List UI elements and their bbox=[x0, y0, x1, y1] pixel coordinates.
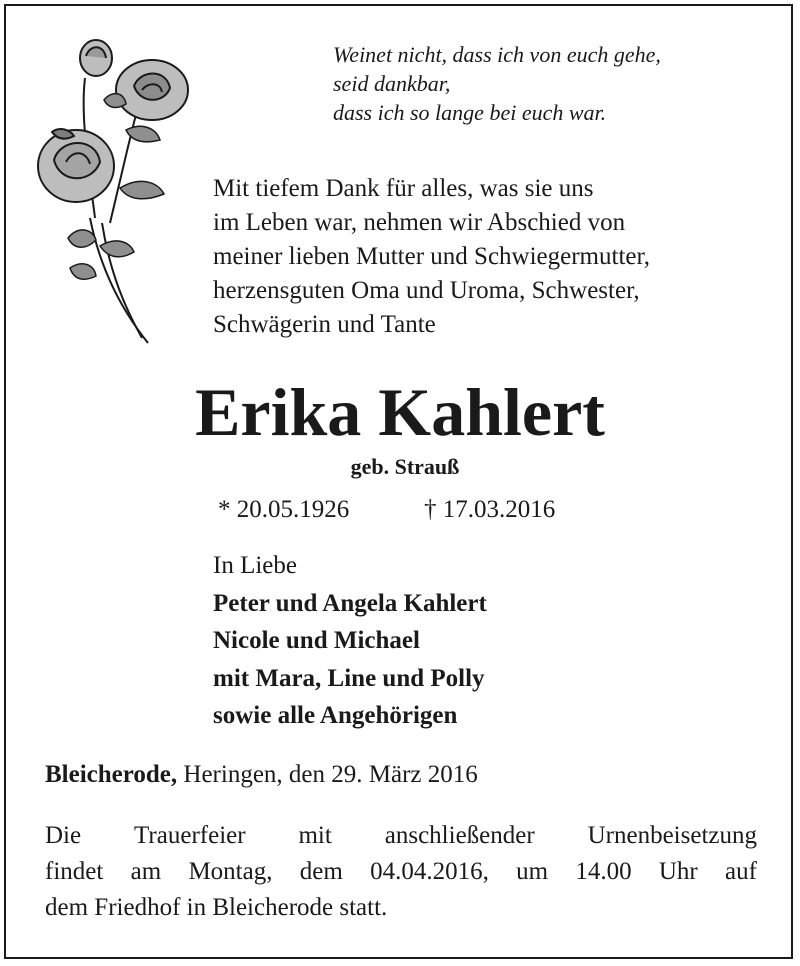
funeral-word: Die bbox=[45, 822, 82, 849]
roses-icon bbox=[30, 38, 190, 348]
funeral-word: findet bbox=[45, 858, 104, 885]
deceased-name: Erika Kahlert bbox=[195, 374, 605, 450]
funeral-line bbox=[45, 818, 757, 854]
place-date-rest: Heringen, den 29. März 2016 bbox=[177, 761, 478, 788]
maiden-name: geb. Strauß bbox=[350, 454, 460, 479]
place-date bbox=[45, 758, 478, 792]
birth-date: * 20.05.1926 bbox=[218, 496, 350, 523]
death-date: † 17.03.2016 bbox=[424, 496, 556, 523]
funeral-word: um bbox=[516, 858, 549, 885]
funeral-line: dem Friedhof in Bleicherode statt. bbox=[45, 894, 388, 921]
funeral-word: 14.00 bbox=[575, 858, 632, 885]
funeral-word: am bbox=[130, 858, 162, 885]
verse-line: seid dankbar, bbox=[333, 71, 451, 96]
mourner-line: Nicole und Michael bbox=[213, 627, 420, 654]
funeral-notice bbox=[45, 818, 757, 926]
funeral-word: auf bbox=[725, 858, 757, 885]
mourner-line: Peter und Angela Kahlert bbox=[213, 589, 487, 617]
funeral-word: Uhr bbox=[658, 858, 698, 885]
intro-line: meiner lieben Mutter und Schwiegermutter, bbox=[213, 243, 651, 270]
funeral-word: Urnenbeisetzung bbox=[587, 822, 757, 849]
verse-line: dass ich so lange bei euch war. bbox=[333, 100, 607, 125]
mourner-line: sowie alle Angehörigen bbox=[213, 702, 458, 729]
life-dates bbox=[218, 494, 556, 526]
intro-line: Mit tiefem Dank für alles, was sie uns bbox=[213, 175, 594, 202]
funeral-word: 04.04.2016, bbox=[370, 858, 489, 885]
intro-line: im Leben war, nehmen wir Abschied von bbox=[213, 209, 626, 236]
verse-line: Weinet nicht, dass ich von euch gehe, bbox=[333, 42, 661, 67]
place-town: Bleicherode, bbox=[45, 761, 178, 788]
funeral-word: mit bbox=[298, 822, 332, 849]
mourner-line: mit Mara, Line und Polly bbox=[213, 664, 485, 692]
funeral-word: Montag, bbox=[188, 858, 273, 885]
intro-line: herzensguten Oma und Uroma, Schwester, bbox=[213, 277, 640, 304]
funeral-word: anschließender bbox=[384, 822, 535, 849]
verse bbox=[333, 40, 661, 127]
funeral-word: dem bbox=[299, 858, 343, 885]
intro-text bbox=[213, 172, 650, 342]
funeral-line bbox=[45, 854, 757, 890]
mourners bbox=[213, 547, 487, 735]
funeral-word: Trauerfeier bbox=[134, 822, 246, 849]
intro-line: Schwägerin und Tante bbox=[213, 311, 436, 338]
mourners-opening: In Liebe bbox=[213, 552, 297, 579]
